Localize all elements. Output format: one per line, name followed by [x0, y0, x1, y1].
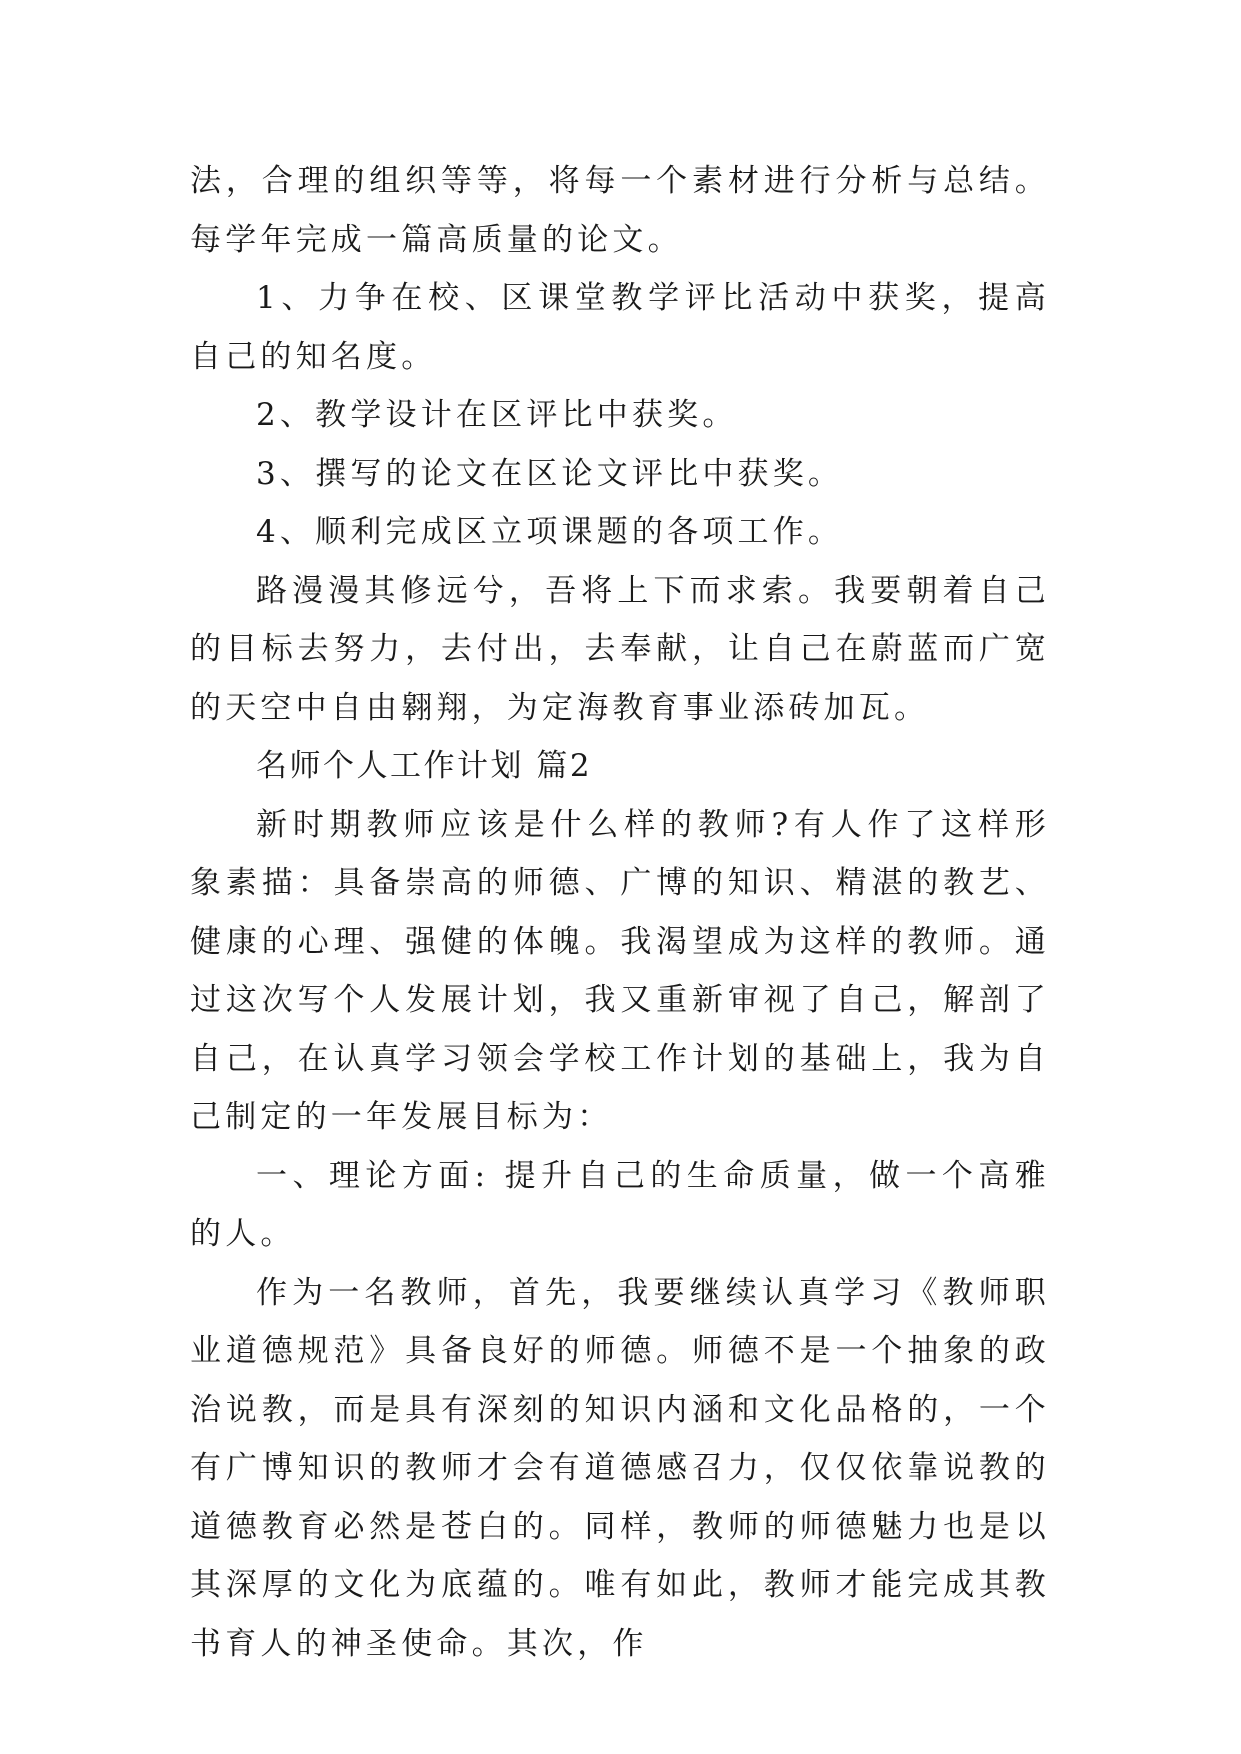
section-heading: 名师个人工作计划 篇2: [256, 748, 593, 784]
paragraph-body: 作为一名教师，首先，我要继续认真学习《教师职业道德规范》具备良好的师德。师德不是一个抽象的政治说教，而是具有深刻的知识内涵和文化品格的，一个有广博知识的教师才会有道德感召力，仅仅依靠说教的道德教育必然是苍白的。同样，教师的师德魅力也是以其深厚的文化为底蕴的。唯有如此，教师才能完成其教书育人的神圣使命。其次，作: [190, 1274, 1050, 1662]
paragraph-intro: 新时期教师应该是什么样的教师?有人作了这样形象素描：具备崇高的师德、广博的知识、精湛的教艺、健康的心理、强健的体魄。我渴望成为这样的教师。通过这次写个人发展计划，我又重新审视了自己，解剖了自己，在认真学习领会学校工作计划的基础上，我为自己制定的一年发展目标为：: [190, 806, 1050, 1135]
list-item-goal-1: 1、力争在校、区课堂教学评比活动中获奖，提高自己的知名度。: [190, 280, 1050, 375]
paragraph-closing: 路漫漫其修远兮，吾将上下而求索。我要朝着自己的目标去努力，去付出，去奉献，让自己在蔚蓝而广宽的天空中自由翱翔，为定海教育事业添砖加瓦。: [190, 572, 1050, 726]
subheading-theory: 一、理论方面: 提升自己的生命质量，做一个高雅的人。: [190, 1157, 1050, 1252]
list-item-goal-4: 4、顺利完成区立项课题的各项工作。: [256, 514, 844, 550]
document-body: [190, 152, 1050, 1673]
list-item-goal-3: 3、撰写的论文在区论文评比中获奖。: [256, 455, 844, 492]
paragraph-continuation: 法，合理的组织等等，将每一个素材进行分析与总结。每学年完成一篇高质量的论文。: [190, 163, 1050, 258]
list-item-goal-2: 2、教学设计在区评比中获奖。: [256, 397, 738, 433]
